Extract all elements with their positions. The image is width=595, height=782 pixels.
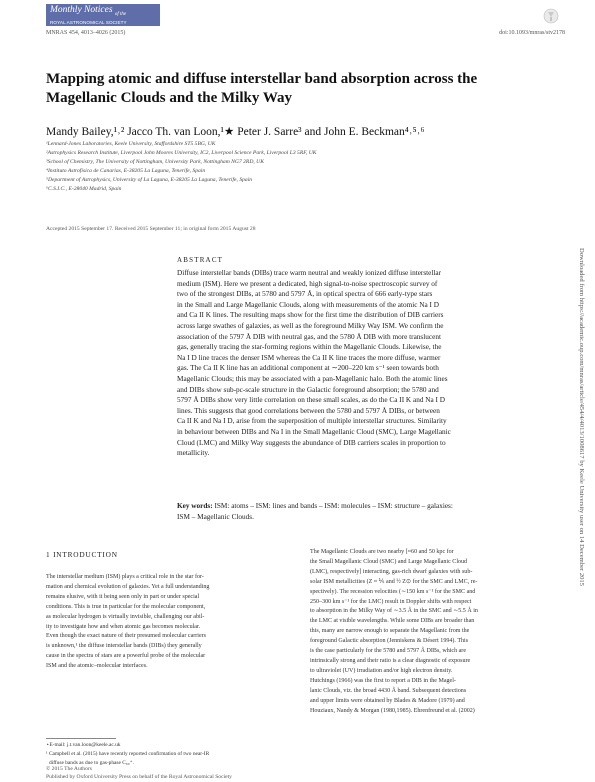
text-line: ity to investigate how and when atomic gas becomes molecular. [46, 623, 201, 630]
paper-title: Mapping atomic and diffuse interstellar band absorption across the Magellanic Clouds and the Milky Way [46, 71, 478, 106]
text-line: cause in the spectra of stars are a powerful probe of the molecular [46, 653, 206, 660]
abstract-line: across large swathes of galaxies, as well as the foreground Milky Way ISM. We confirm the [177, 321, 444, 330]
abstract-line: and DIBs show sub-pc-scale structure in the Galactic foreground absorption; the 5780 and [177, 385, 439, 394]
publisher-line: Published by Oxford University Press on behalf of the Royal Astronomical Society [46, 774, 232, 780]
text-line: (LMC), respectively] interacting, gas-rich dwarf galaxies with sub- [310, 568, 473, 575]
footnote: ¹ Campbell et al. (2015) have recently reported confirmation of two near-IR [46, 751, 210, 757]
intro-column-right [310, 548, 565, 716]
author-list: Mandy Bailey,¹˒² Jacco Th. van Loon,¹★ Peter J. Sarre³ and John E. Beckman⁴˒⁵˒⁶ [46, 126, 425, 138]
logo-line2: ROYAL ASTRONOMICAL SOCIETY [50, 19, 127, 25]
text-line: intrinsically strong and their ratio is a clear diagnostic of exposure [310, 657, 471, 664]
text-line: conditions. This is true in particular for the molecular component, [46, 603, 206, 610]
abstract-line: gas. The Ca II K line has an additional component at ∼200–220 km s⁻¹ seen towards both [177, 364, 439, 373]
text-line: to absorption in the Milky Way of ∼3.5 Å in the SMC and ∼5.5 Å in [310, 608, 478, 615]
affiliation: ³School of Chemistry, The University of Nottingham, University Park, Nottingham NG7 2RD, UK [46, 159, 264, 165]
text-line: is unknown,¹ the diffuse interstellar bands (DIBs) they generally [46, 643, 202, 650]
abstract-line: Ca II K and Na I D, arise from the superposition of multiple interstellar structures. Similarity [177, 417, 447, 426]
text-line: solar ISM metallicities (Z ≈ ⅕ and ½ Z⊙ for the SMC and LMC, re- [310, 578, 478, 585]
keywords-label: Key words: [177, 502, 213, 510]
abstract-line: medium (ISM). Here we present a dedicated, high signal-to-noise spectroscopic survey of [177, 279, 438, 288]
affiliation: ⁴Instituto Astrofísica de Canarias, E-38205 La Laguna, Tenerife, Spain [46, 168, 206, 174]
affiliation: ⁶C.S.I.C., E-28040 Madrid, Spain [46, 186, 122, 192]
text-line: lanic Clouds, viz. the broad 4430 Å band. Subsequent detections [310, 687, 467, 694]
text-line: spectively). The recession velocities (∼150 km s⁻¹ for the SMC and [310, 588, 476, 595]
doi[interactable]: doi:10.1093/mnras/stv2178 [499, 30, 565, 36]
abstract-line: Magellanic Clouds; this may be associated with a pan-Magellanic halo. Both the atomic lines [177, 374, 448, 383]
abstract-line: in behaviour between DIBs and Na I in the Small Magellanic Cloud (SMC), Large Magellanic [177, 427, 451, 436]
submission-dates: Accepted 2015 September 17. Received 2015 September 11; in original form 2015 August 28 [46, 226, 256, 232]
intro-column-left [46, 573, 302, 672]
journal-logo [46, 4, 160, 26]
text-line: Houziaux, Nandy & Morgan (1980,1985). Ehrenfreund et al. (2002) [310, 707, 475, 714]
text-line: Hutchings (1966) was the first to report a DIB in the Magel- [310, 677, 456, 684]
abstract-line: gas, generally tracing the star-forming regions within the Magellanic Clouds. Likewise, the [177, 343, 442, 352]
side-note-text[interactable]: Downloaded from https://academic.oup.com/mnras/article/454/4/4013/1008617 by Keele University user on 14 December 2015 [578, 248, 585, 587]
keywords-text-cont: ISM – Magellanic Clouds. [177, 512, 254, 521]
crossmark-icon[interactable] [543, 8, 559, 24]
abstract-body [177, 268, 532, 459]
footnote: diffuse bands as due to gas-phase C₆₀⁺. [49, 760, 134, 766]
text-line: The interstellar medium (ISM) plays a critical role in the star for- [46, 574, 204, 580]
text-line: 250–300 km s⁻¹ for the LMC) result in Doppler shifts with respect [310, 598, 472, 605]
affiliation: ⁵Department of Astrophysics, University of La Laguna, E-38205 La Laguna, Tenerife, Spain [46, 177, 253, 183]
footnote-divider [46, 738, 116, 739]
copyright: © 2015 The Authors [46, 766, 92, 772]
abstract-line: in the Small and Large Magellanic Clouds, along with measurements of the atomic Na I D [177, 300, 440, 309]
affiliation: ¹Lennard-Jones Laboratories, Keele University, Staffordshire ST5 5BG, UK [46, 141, 216, 147]
abstract-line: and Ca II K lines. The resulting maps show for the first time the distribution of DIB carriers [177, 311, 444, 320]
abstract-line: 5797 Å DIBs show very little correlation on these small scales, as do the Ca II K and Na I D [177, 396, 445, 405]
text-line: this, many are narrow enough to separate the Magellanic from the [310, 628, 470, 635]
text-line: mation and chemical evolution of galaxies. Yet a full understanding [46, 583, 210, 590]
text-line: and upper limits were obtained by Blades & Madore (1979) and [310, 697, 465, 704]
text-line: the LMC at visible wavelengths. While some DIBs are broader than [310, 618, 475, 625]
text-line: to ultraviolet (UV) irradiation and/or high electron density. [310, 667, 453, 674]
text-line: Even though the exact nature of their presumed molecular carriers [46, 633, 207, 640]
abstract-line: two of the strongest DIBs, at 5780 and 5797 Å, in optical spectra of 666 early-type stars [177, 290, 433, 299]
keywords [177, 501, 532, 522]
affiliation: ²Astrophysics Research Institute, Liverpool John Moores University, IC2, Liverpool Science Park, Liverpool L3 5RF, UK [46, 150, 317, 156]
text-line: foreground Galactic absorption (Jenniskens & Désert 1994). This [310, 638, 469, 645]
abstract-line: Diffuse interstellar bands (DIBs) trace warm neutral and weakly ionized diffuse interstellar [177, 269, 442, 277]
text-line: the Small Magellanic Cloud (SMC) and Large Magellanic Cloud [310, 558, 468, 565]
text-line: is the case particularly for the 5780 and 5797 Å DIBs, which are [310, 648, 466, 655]
text-line: remains elusive, with it being seen only in part or under special [46, 593, 200, 600]
citation: MNRAS 454, 4013–4026 (2015) [46, 30, 126, 36]
abstract-line: association of the 5797 Å DIB with neutral gas, and the 5780 Å DIB with more translucent [177, 332, 441, 341]
text-line: ISM and the atomic–molecular interfaces. [46, 663, 148, 670]
logo-line1: Monthly Notices [50, 5, 113, 15]
footnote-email[interactable]: ⋆E-mail: j.t.van.loon@keele.ac.uk [46, 742, 121, 748]
abstract-line: lines. This suggests that good correlations between the 5780 and 5797 Å DIBs, or between [177, 406, 440, 415]
download-side-note [577, 248, 587, 748]
keywords-text: ISM: atoms – ISM: lines and bands – ISM: molecules – ISM: structure – galaxies: [214, 502, 453, 510]
abstract-line: Na I D line traces the denser ISM whereas the Ca II K line traces the more diffuse, warmer [177, 353, 441, 362]
text-line: The Magellanic Clouds are two nearby [≈60 and 50 kpc for [310, 549, 454, 555]
logo-line1b: of the [114, 11, 127, 17]
section-heading: 1 INTRODUCTION [46, 550, 118, 559]
text-line: as molecular hydrogen is virtually invisible, challenging our abil- [46, 613, 205, 620]
abstract-line: Cloud (LMC) and Milky Way suggests the abundance of DIB carriers scales in proportion to [177, 438, 446, 447]
abstract-line: metallicity. [177, 449, 210, 458]
abstract-heading: ABSTRACT [177, 256, 224, 264]
